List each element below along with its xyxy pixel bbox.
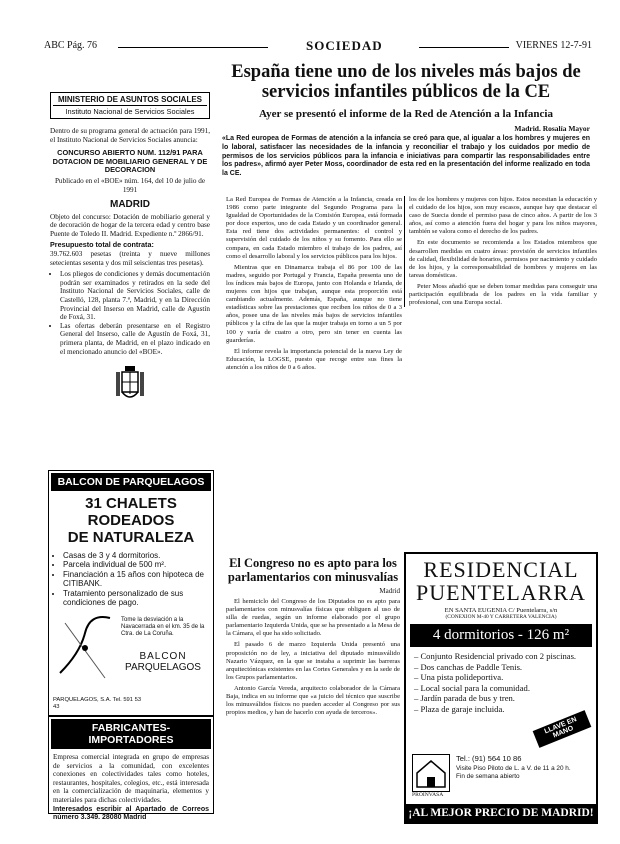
ministry-object: Objeto del concurso: Dotación de mobiliario general y de decoración de hogar de la tercera edad y centro base Puente de Toledo II. Madrid. Expediente n.º 2866/91. bbox=[50, 212, 210, 238]
ministry-title-box bbox=[50, 92, 210, 119]
ministry-budget: 39.762.603 pesetas (treinta y nueve millones setecientas sesenta y dos mil seiscientas tres pesetas). bbox=[50, 249, 210, 267]
ad-puentelarra-title1: RESIDENCIAL bbox=[423, 557, 579, 582]
article2-para: Antonio García Vereda, arquitecto colaborador de la Cámara Baja, indica en su informe que «a juicio del técnico que suscribe los minusválidos físicos no pueden acceder al Congreso por sus propios medios, y han de hacerlo con ayuda de terceros». bbox=[226, 684, 400, 717]
feature-item: – Conjunto Residencial privado con 2 piscinas. bbox=[414, 651, 577, 661]
ministry-title: MINISTERIO DE ASUNTOS SOCIALES bbox=[53, 95, 207, 106]
ad-puentelarra-band: 4 dormitorios - 126 m² bbox=[410, 624, 592, 647]
ad-fabricantes bbox=[48, 716, 214, 822]
house-icon bbox=[412, 754, 450, 792]
main-column-2 bbox=[404, 196, 597, 307]
main-subtitle: Ayer se presentó el informe de la Red de Atención a la Infancia bbox=[259, 108, 553, 120]
feature-item: • Tratamiento personalizado de sus condiciones de pago. bbox=[63, 589, 209, 608]
ad-parquelagos-brand bbox=[115, 651, 211, 673]
ad-puentelarra-location: EN SANTA EUGENIA C/ Puentelarra, s/n bbox=[444, 607, 558, 614]
feature-item: • Parcela individual de 500 m². bbox=[63, 560, 209, 569]
ad-puentelarra-title2: PUENTELARRA bbox=[416, 580, 586, 605]
header-rule-left bbox=[118, 47, 268, 48]
ad-puentelarra-features bbox=[406, 651, 596, 715]
brand-line1: BALCON bbox=[139, 651, 187, 662]
ad-parquelagos-band: BALCON DE PARQUELAGOS bbox=[51, 473, 211, 491]
ministry-condition: • Los pliegos de condiciones y demás documentación podrán ser examinados y retirados en la sede del Instituto Nacional de Servicios Sociales, calle de Castelló, 128, planta 7.ª, Madrid, y en la Dirección Provincial del Inserso en Madrid, calle de Agustín de Foxá, 31. bbox=[60, 270, 210, 322]
header-rule-right bbox=[419, 47, 509, 48]
ministry-intro: Dentro de su programa general de actuación para 1991, el Instituto Nacional de Servicios Sociales anuncia: bbox=[50, 127, 210, 144]
main-col1-para: Mientras que en Dinamarca trabaja el 86 por 100 de las madres, seguido por Portugal y Francia, España presenta uno de los índices más bajos de Europa, junto con Holanda e Irlanda, de mujeres con hijos que trabajan, aunque esta proporción está cambiando actualmente. Además, España, aunque no tiene estadísticas sobre las prestaciones que reciben los niños de 0 a 3 años, posee una de las niveles más bajos de servicios infantiles públicos y la cifra de las que la mujer trabaja en torno a un 5 por 100 y varía de cuatro a otro, pero sin tener en cuenta las guarderías. bbox=[226, 263, 402, 344]
ad-puentelarra-location2: (CONEXION M-40 Y CARRETERA VALENCIA) bbox=[445, 614, 557, 620]
article-congreso bbox=[226, 556, 400, 717]
main-col2-para: Peter Moss añadió que se deben tomar medidas para conseguir una participación equilibrada de los padres en la vida familiar y profesional, con una Europa social. bbox=[409, 282, 597, 307]
road-map-icon bbox=[55, 613, 115, 683]
feature-item: – Jardín parada de bus y tren. bbox=[414, 693, 515, 704]
ad-fabricantes-band: FABRICANTES-IMPORTADORES bbox=[51, 719, 211, 749]
ministry-contest: CONCURSO ABIERTO NUM. 112/91 PARA DOTACION DE MOBILIARIO GENERAL Y DE DECORACION bbox=[52, 148, 208, 174]
feature-item: – Una pista polideportiva. bbox=[414, 672, 504, 683]
article2-para: El pasado 6 de marzo Izquierda Unida presentó una proposición no de ley, a iniciativa del diputado minusválido Nazario Vázquez, en la que se instaba a suprimir las barreras arquitectónicas existentes en las Cortes Generales y en la sede de los Grupos parlamentarios. bbox=[226, 641, 400, 681]
ministry-budget-title: Presupuesto total de contrata: bbox=[50, 240, 154, 250]
ministry-condition: • Las ofertas deberán presentarse en el Registro General del Inserso, calle de Agustín de Foxá, 31, primera planta, de Madrid, en el plazo indicado en el mencionado anuncio del «BOE». bbox=[60, 322, 210, 356]
header-page-label: ABC Pág. 76 bbox=[44, 40, 98, 51]
ad-puentelarra-brand: PROINVASA bbox=[412, 792, 444, 798]
feature-item: – Dos canchas de Paddle Tenis. bbox=[414, 661, 523, 672]
main-col2-para: En este documento se recomienda a los Estados miembros que desarrollen medidas en cuatro áreas: provisión de servicios infantiles de calidad, flexibilidad de horarios, permisos por nacimiento y cuidado de los hijos, y la corresponsabilidad de hombres y mujeres en las tareas domésticas. bbox=[409, 239, 597, 279]
ad-puentelarra-stamp: LLAVE EN MANO bbox=[533, 710, 592, 748]
ad-parquelagos-phone: PARQUELAGOS, S.A. Tel. 591 53 43 bbox=[53, 697, 142, 710]
ad-fabricantes-contact: Interesados escribir al Apartado de Correos número 3.349. 28080 Madrid bbox=[53, 805, 209, 822]
feature-item: – Plaza de garaje incluida. bbox=[414, 703, 505, 714]
feature-item: – Local social para la comunidad. bbox=[414, 682, 530, 693]
article2-byline: Madrid bbox=[379, 587, 400, 595]
coat-of-arms-icon bbox=[113, 364, 147, 404]
ad-parquelagos-directions: Tome la desviación a la Navacerrada en el km. 35 de la Ctra. de La Coruña. bbox=[121, 617, 205, 637]
ad-fabricantes-text: Empresa comercial integrada en grupo de empresas de servicios a la comunidad, con excelentes conexiones en colectividades tales como hoteles, restaurantes, hospitales, colegios, etc., está interesada en la comercialización de maquinaria, elementos y materiales para dichas colectividades. bbox=[53, 753, 209, 804]
header-date: VIERNES 12-7-91 bbox=[515, 40, 592, 51]
ad-parquelagos bbox=[48, 470, 214, 716]
ad-puentelarra bbox=[404, 552, 598, 824]
ministry-subtitle: Instituto Nacional de Servicios Sociales bbox=[65, 107, 195, 116]
main-column-1 bbox=[226, 196, 402, 372]
page-header bbox=[44, 38, 592, 54]
ad-parquelagos-title1: 31 CHALETS RODEADOS bbox=[85, 495, 177, 529]
main-title: España tiene uno de los niveles más bajos de servicios infantiles públicos de la CE bbox=[231, 62, 581, 102]
ministry-publication: Publicado en el «BOE» núm. 164, del 10 de julio de 1991 bbox=[54, 177, 206, 194]
brand-line2: PARQUELAGOS bbox=[125, 662, 201, 673]
ad-parquelagos-features bbox=[49, 551, 213, 607]
main-lead: «La Red europea de Formas de atención a la infancia se creó para que, al igualar a los hombres y mujeres en lo laboral, satisfacer las necesidades de la infancia y reconciliar el trabajo y los cuidados por medio de permisos de los servicios públicos para la infancia e iniciativas para compartir las responsabilidades entre los padres», afirmó ayer Peter Moss, coordinador de esta red en la presentación del informe realizado en toda la CE. bbox=[222, 135, 590, 178]
main-byline: Madrid. Rosalía Mayor bbox=[514, 124, 590, 133]
header-section: SOCIEDAD bbox=[306, 38, 383, 53]
article2-title: El Congreso no es apto para los parlamentarios con minusvalías bbox=[227, 556, 399, 584]
ministry-city: MADRID bbox=[110, 198, 150, 210]
feature-item: • Financiación a 15 años con hipoteca de CITIBANK. bbox=[63, 570, 209, 589]
main-col1-para: La Red Europea de Formas de Atención a la Infancia, creada en 1986 como parte integrante del Segundo Programa para la Igualdad de Oportunidades de la Comisión Europea, está formada por doce expertos, uno de cada Estado y un coordinador general. Esta red tiene dos actividades permanentes: el control y supervisión del cuidado de los niños y su fomento. Para ello se compara, en cada Estado miembro el trabajo de los padres, así como el desarrollo laboral y los servicios públicos para los hijos. bbox=[226, 196, 402, 260]
article2-para: El hemiciclo del Congreso de los Diputados no es apto para parlamentarios con minusvalías físicas que obliguen al uso de silla de ruedas, según un informe elaborado por el grupo parlamentario Izquierda Unida, que se ha presentado a la Mesa de la Cámara, el que ha sido solicitado. bbox=[226, 598, 400, 638]
ad-puentelarra-tel: Tel.: (91) 564 10 86 bbox=[456, 754, 522, 763]
ministry-notice bbox=[50, 92, 210, 404]
main-col1-para: El informe revela la importancia potencial de la nueva Ley de Educación, la LOGSE, puesto que recoge entre sus fines la atención a los niños de 0 a 6 años. bbox=[226, 347, 402, 371]
main-col2-para: los de los hombres y mujeres con hijos. Estos necesitan la educación y el cuidado de los hijos, son muy escasos, aunque hay que destacar el caso de Suecia donde el permiso pasa de cinco años. A partir de los 3 años, así como a atención fuera del hogar y para los niños mayores, también se valora como el derecho de los padres. bbox=[409, 196, 597, 236]
ministry-conditions bbox=[50, 270, 210, 356]
ad-parquelagos-title2: DE NATURALEZA bbox=[67, 529, 195, 546]
main-article bbox=[222, 62, 590, 179]
ad-puentelarra-visit: Visite Piso Piloto de L. a V. de 11 a 20 h. Fin de semana abierto bbox=[456, 765, 571, 780]
ad-puentelarra-footer: ¡AL MEJOR PRECIO DE MADRID! bbox=[406, 804, 596, 822]
feature-item: • Casas de 3 y 4 dormitorios. bbox=[63, 551, 209, 560]
